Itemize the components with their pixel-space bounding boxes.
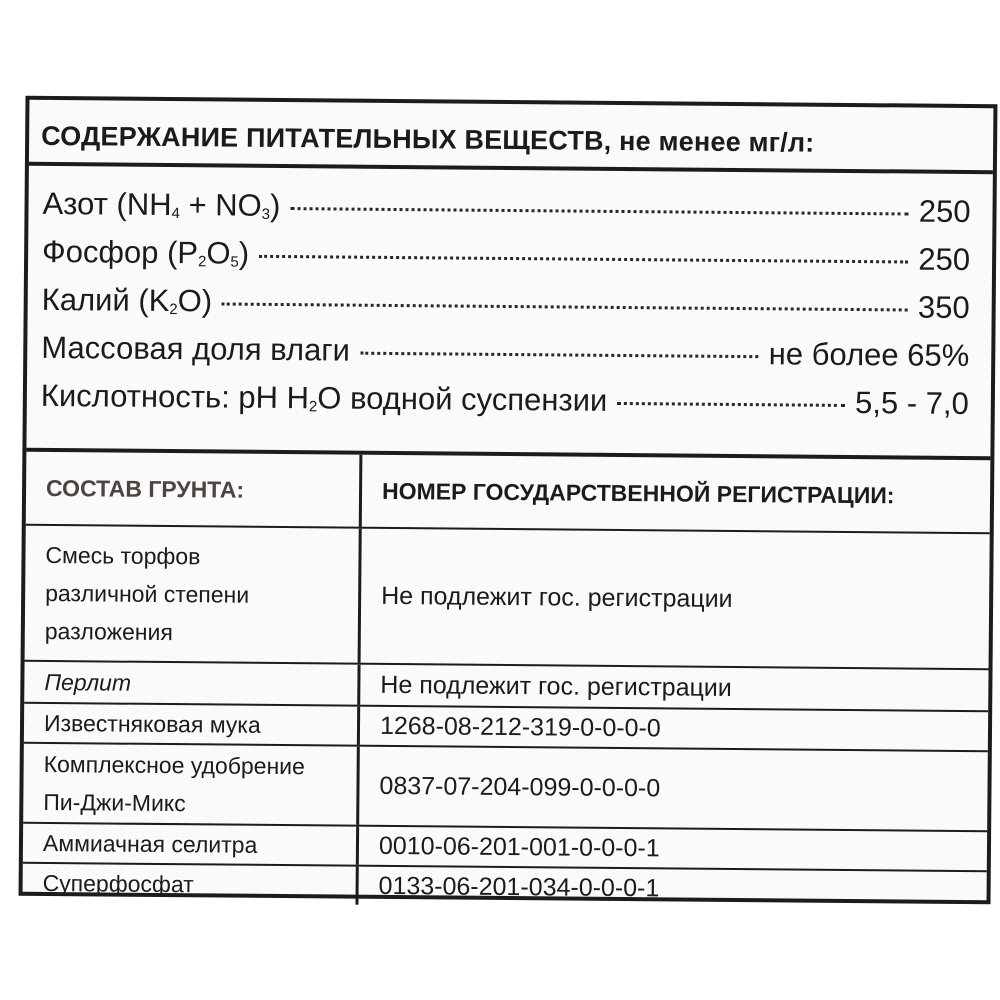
product-label	[19, 96, 998, 904]
dotted-leader	[222, 302, 908, 311]
nutrient-row-acidity	[41, 378, 969, 434]
component-name: Смесь торфов различной степени разложения	[25, 526, 362, 663]
registration-number: 1268-08-212-319-0-0-0-0	[379, 711, 661, 742]
nutrient-name: Фосфор $(P_2O_5)$	[41, 233, 250, 271]
nutrient-list	[41, 186, 971, 434]
dotted-leader	[617, 402, 845, 407]
column-header-composition: СОСТАВ ГРУНТА:	[26, 452, 363, 527]
nutrient-row-nitrogen	[42, 186, 970, 242]
nutrient-value: 5,5 - 7,0	[854, 385, 970, 422]
page-title: СОДЕРЖАНИЕ ПИТАТЕЛЬНЫХ ВЕЩЕСТВ, не менее мг/л:	[41, 120, 815, 158]
table-row	[22, 864, 986, 910]
registration-number: 0133-06-201-034-0-0-0-1	[378, 871, 660, 902]
dotted-leader	[290, 207, 908, 215]
nutrient-row-potassium	[41, 282, 969, 338]
nutrient-value: не более 65%	[768, 336, 970, 374]
nutrient-row-phosphorus	[42, 234, 970, 290]
nutrient-value: 250	[918, 193, 971, 230]
component-name: Аммиачная селитра	[23, 824, 359, 865]
dotted-leader	[360, 352, 759, 358]
registration-number: Не подлежит гос. регистрации	[381, 581, 733, 613]
nutrient-name: Кислотность: pH $H_2O$ водной суспензии	[40, 377, 608, 418]
registration-number: 0010-06-201-001-0-0-0-1	[378, 831, 660, 862]
component-name: Известняковая мука	[24, 704, 360, 745]
table-row	[25, 526, 990, 670]
composition-table	[23, 448, 991, 900]
nutrient-value: 350	[917, 289, 970, 326]
nutrient-name: Массовая доля влаги	[41, 329, 351, 368]
table-header-row	[26, 452, 991, 534]
nutrient-row-moisture	[41, 330, 969, 386]
nutrient-value: 250	[918, 241, 971, 278]
nutrient-name: Калий $(K_2O)$	[41, 281, 213, 319]
table-row	[23, 744, 988, 832]
component-name: Комплексное удобрение Пи-Джи-Микс	[23, 744, 360, 825]
component-name: Суперфосфат	[22, 864, 358, 905]
registration-number: Не подлежит гос. регистрации	[380, 670, 732, 702]
nutrient-name: Азот $(NH_4 + NO_3)$	[42, 185, 281, 224]
dotted-leader	[259, 255, 908, 264]
registration-number: 0837-07-204-099-0-0-0-0	[379, 771, 661, 802]
nutrient-section-header	[29, 100, 994, 174]
component-name: Перлит	[24, 662, 360, 705]
column-header-registration: НОМЕР ГОСУДАРСТВЕННОЙ РЕГИСТРАЦИИ:	[381, 477, 895, 508]
